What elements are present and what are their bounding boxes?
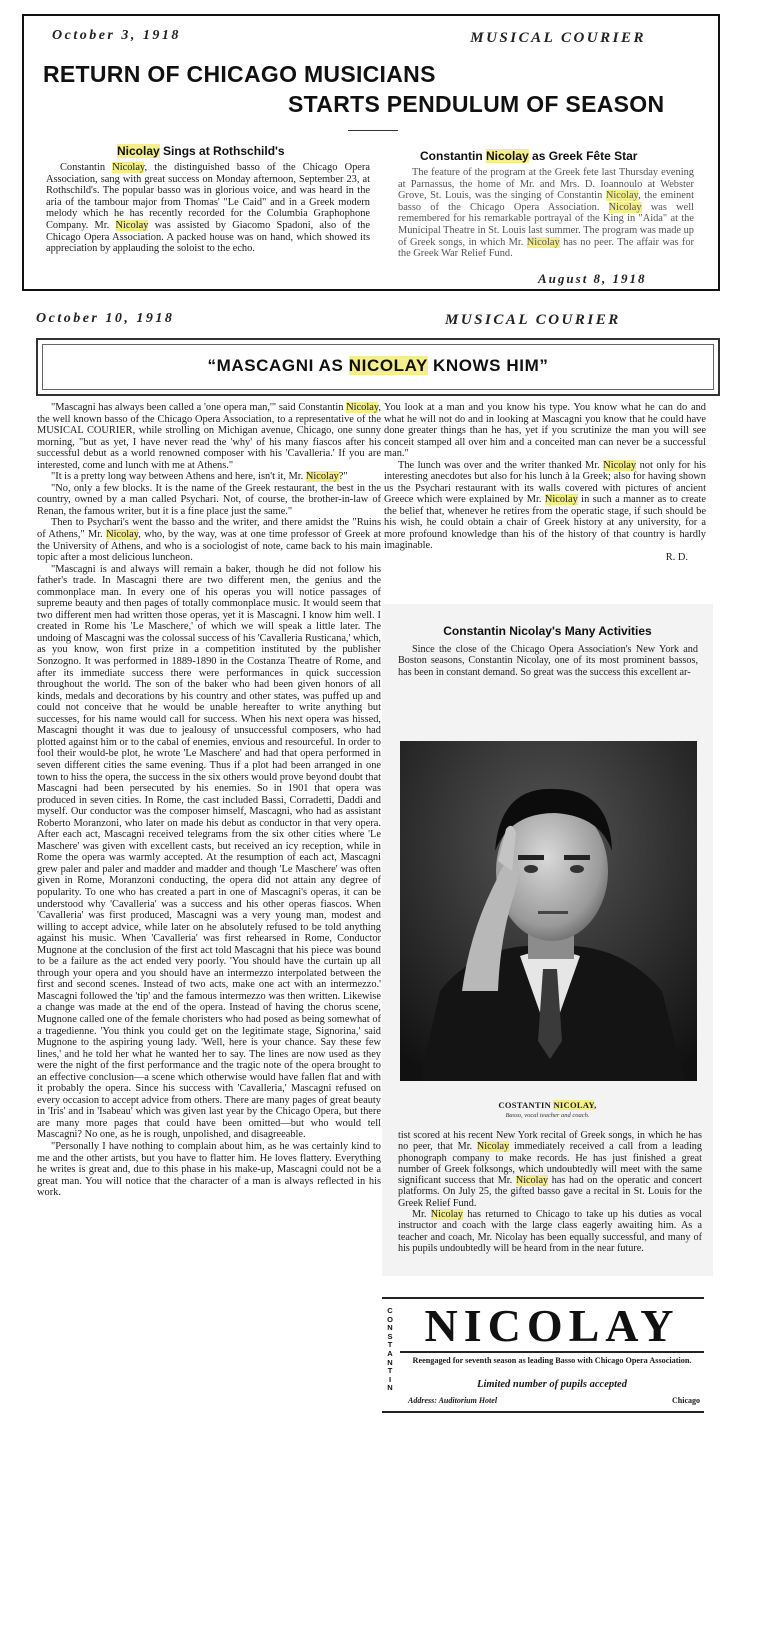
ad-vertical-firstname <box>385 1307 395 1393</box>
text-run: "Mascagni is and always will remain a baker, though he did not follow his father's trade. In Mascagni there are two different men, the genius and the commonplace man. In every one of his operas you will notice passages of supreme beauty and then pages of totally commonplace music. It would seem that two different men had written those operas, yet it is Mascagni. I know him well. I created in Rome his 'Le Maschere,' of which we will speak a little later. The undoing of Mascagni was the colossal success of his 'Cavalleria Rusticana,' which, as you know, won first prize in a competition instituted by the publisher Sonzogno. It was performed in 1889-1890 in the Costanza Theatre of Rome, and after its immediate success there were performances in quick succession throughout the world. The son of the baker who had been given honors of all kinds, medals and decorations by his country and other states, was puffed up and could not conceive that he would be unable hereafter to write anything but successes, for his name would call for success. When his next opera was hissed, Mascagni thought it was due to jealousy of unsuccessful composers, who had plotted against him or to the cabal of enemies, envious and resourceful. In order to fool their would-be plot, he wrote 'Le Maschere' and had that opera performed in seven different cities the same evening. Thus if a plot had been arranged in one town to hiss the opera, the success in the six others would prove beyond doubt that Mascagni had been persecuted by his enemies. So in 1901 that opera was produced in seven cities. In Rome, the cast included Bassi, Corradetti, Daddi and myself. Our conductor was the composer himself, Mascagni, who had as assistant Roberto Moranzoni, who later on made his debut as conductor in that very opera. After each act, Mascagni received telegrams from the six other cities where 'Le Maschere' was given with excellent casts, but received an icy reception, while in Rome the opera was warmly accepted. At the resumption of each act, Mascagni grew paler and paler and madder and madder and though 'Le Maschere' was often given in Rome, Moranzoni conducting, the opera did not attain any degree of popularity. To one who has created a part in one of Mascagni's operas, it can be understood why 'Cavalleria' was a success and his other operas fiascos. When 'Cavalleria' was first produced, Mascagni was a very young man, modest and willing to accept advice, while later on he absolutely refused to be told anything against his music. When 'Cavalleria' was first rehearsed in Rome, Conductor Mugnone at the conclusion of the first act told Mascagni that his piece was bound to be a failure as the act ended very poorly. 'You should have the curtain up all through your opera and you should have an intermezzo interpolated between the first and second scenes. Instead of two acts, make one act with an intermezzo.' Mascagni followed the 'tip' and the famous intermezzo was then written. Likewise a change was made at the end of the opera. Instead of having the chorus scene, Mugnone called one of the female choristers who had posed as being somewhat of a tragedienne. 'You think you could get on the legitimate stage, Signorina,' said Mugnone to the aspiring young lady. 'Well, here is your chance. Say these few lines,' and he told her what he wanted her to say. The lines are now used as they were the night of the first performance and the tragic note of the opera brought to an effective conclusion—a scene which otherwise would have fallen flat and with it probably the opera. Since his success with 'Cavalleria,' Mascagni refused on every occasion to accept advice from others. There are many pages of great beauty in 'Iris' and in 'Isabeau' which was given last year by the Chicago Opera, but there are many more pages that could have been omitted—but who would tell Mascagni? No one, as he is rough, unpolished, and disagreeable. <box>37 563 381 1141</box>
clip1-date: October 3, 1918 <box>52 28 181 43</box>
ad-vertical-letter: S <box>387 1331 393 1341</box>
clip1-headline-line2: STARTS PENDULUM OF SEASON <box>288 91 665 117</box>
highlight-name: Nicolay <box>305 471 339 483</box>
text-run: ?" <box>338 471 348 483</box>
portrait-caption <box>382 1100 713 1110</box>
activities-panel <box>382 604 713 1276</box>
clip1-right-heading <box>420 149 637 163</box>
text-run: You look at a man and you know his type. You know what he can do and what he will not do and in looking at Mascagni you know that he could have done greater things than he has, yet if you scrutinize the man you will see conceit stamped all over him and a conceited man can never be a successful man." <box>384 402 706 459</box>
paragraph <box>37 1141 381 1199</box>
ad-vertical-letter: N <box>387 1383 393 1393</box>
portrait-illustration <box>400 741 697 1081</box>
clip1-right-date: August 8, 1918 <box>538 271 647 286</box>
activities-body <box>398 1130 702 1254</box>
paragraph <box>37 483 381 518</box>
highlight-name: Nicolay <box>515 1175 549 1187</box>
clip2-title <box>38 356 718 376</box>
highlight-name: Nicolay <box>608 201 642 213</box>
clip2-right-paragraphs <box>384 402 706 552</box>
text-run: , who, by the way, was at one time professor of Greek at the University of Athens, and who is a sociologist of note, came back to his main topic after a most delicious luncheon. <box>37 529 381 564</box>
activities-intro: Since the close of the Chicago Opera Association's New York and Boston seasons, Constantin Nicolay, one of its most prominent bassos, has been in constant demand. So great was the success this excellent ar- <box>398 644 698 678</box>
heading-rest: Sings at Rothschild's <box>159 144 285 158</box>
text-run: "Mascagni has always been called a 'one opera man,'" said Constantin <box>51 402 347 413</box>
highlight-name: Nicolay <box>430 1209 464 1221</box>
ad-city: Chicago <box>672 1396 700 1405</box>
clip1-headline-line1: RETURN OF CHICAGO MUSICIANS <box>43 61 436 87</box>
highlight-name: Nicolay <box>112 162 145 173</box>
highlight-name: Nicolay <box>605 190 639 202</box>
caption-post: , <box>594 1100 597 1110</box>
advertisement-box <box>382 1297 704 1413</box>
text-run: was assisted by Giacomo Spadoni, also of the Chicago Opera Association. A packed house was on hand, which showed its appreciation by applauding the soloist to the echo. <box>46 219 370 255</box>
paragraph <box>398 1209 702 1254</box>
paragraph <box>384 460 706 552</box>
text-run: "No, only a few blocks. It is the name of the Greek restaurant, the best in the country, owned by a man called Psychari. Not, of course, the brother-in-law of Renan, the famous writer, but it is a fine place just the same." <box>37 482 381 517</box>
caption-pre: COSTANTIN <box>498 1100 554 1110</box>
ad-pupils-line: Limited number of pupils accepted <box>477 1379 627 1390</box>
highlight-name: Nicolay <box>486 149 529 163</box>
text-run: "It is a pretty long way between Athens and here, isn't it, Mr. <box>51 471 306 483</box>
paragraph <box>37 517 381 563</box>
author-initials: R. D. <box>665 551 688 563</box>
text-run: , the distinguished basso of the Chicago Opera Association, sang with great success on Monday afternoon, September 23, at Rothschild's. The popular basso was in glorious voice, and was heard in the aria of the tambour major from Thomas' "Le Caid" and in a Greek modern melody which he has recently recorded for the Columbia Graphophone Company. Mr. <box>46 162 370 231</box>
highlight-name: Nicolay <box>544 494 578 505</box>
text-run: has no peer. The affair was for the Greek War Relief Fund. <box>398 236 695 260</box>
text-run: Then to Psychari's went the basso and the writer, and there amidst the "Ruins of Athens," Mr. <box>37 517 381 541</box>
ad-divider <box>400 1351 704 1353</box>
portrait-caption-subtitle: Basso, vocal teacher and coach. <box>505 1112 590 1119</box>
ad-vertical-letter: O <box>387 1314 393 1324</box>
clip2-right-column <box>384 402 706 563</box>
portrait-photo <box>400 741 697 1081</box>
clip2-publication: MUSICAL COURIER <box>445 312 621 328</box>
highlight-name: NICOLAY <box>348 356 428 375</box>
highlight-name: Nicolay <box>106 529 139 541</box>
text-run: immediately received a call from a leading phonograph company to make records. He has just finished a great number of Greek folksongs, which undoubtedly will meet with the same significant success that Mr. <box>398 1141 702 1187</box>
highlight-name: NICOLAY <box>553 1100 595 1110</box>
ad-vertical-letter: N <box>387 1323 393 1333</box>
ad-vertical-letter: I <box>388 1374 392 1384</box>
heading-pre: Constantin <box>420 149 486 163</box>
ad-vertical-letter: N <box>387 1357 393 1367</box>
highlight-name: Nicolay <box>115 219 149 231</box>
clip1-divider <box>348 130 398 131</box>
paragraph <box>37 402 381 471</box>
ad-vertical-letter: A <box>387 1348 393 1358</box>
paragraph <box>398 1130 702 1209</box>
text-run: in such a manner as to create the belief that, whenever he retires from the operatic stage, if such should be his wish, he could obtain a chair of Greek history at any university, for a more profound knowledge than his of the history of that country is hardly imaginable. <box>384 494 706 551</box>
text-run: , the well known basso of the Chicago Opera Association, to a representative of the MUSICAL COURIER, while strolling on Michigan avenue, Chicago, one sunny morning, "but as yet, I have never read the 'why' of his many fiascos after his successful debut as a world renowned composer with his 'Cavalleria.' If you are interested, come and lunch with me at Athens." <box>37 402 381 471</box>
highlight-name: Nicolay <box>476 1141 510 1153</box>
title-post: KNOWS HIM” <box>427 356 549 375</box>
highlight-name: Nicolay <box>346 402 379 413</box>
clip1-publication: MUSICAL COURIER <box>470 30 646 46</box>
highlight-name: Nicolay <box>526 236 560 248</box>
clip2-left-column <box>37 402 381 1199</box>
paragraph <box>384 402 706 460</box>
text-run: The feature of the program at the Greek fete last Thursday evening at Parnassus, the home of Mr. and Mrs. D. Ioannoulo at Webster Grove, St. Louis, was the singing of Constantin <box>398 167 694 202</box>
clip1-left-body <box>46 162 370 255</box>
clip1-left-heading <box>117 144 285 158</box>
ad-vertical-letter: T <box>387 1366 393 1376</box>
title-pre: “MASCAGNI AS <box>207 356 349 375</box>
clip1-right-body <box>398 167 694 260</box>
text-run: has had on the operatic and concert platforms. On July 25, the gifted basso gave a recital in St. Louis for the Greek Relief Fund. <box>398 1175 702 1209</box>
text-run: Mr. <box>412 1209 431 1221</box>
heading-rest: as Greek Fête Star <box>528 149 638 163</box>
text-run: , the eminent basso of the Chicago Opera Association. <box>398 190 694 213</box>
highlight-name: Nicolay <box>117 144 160 158</box>
text-run: has returned to Chicago to take up his duties as vocal instructor and coach with the large class eagerly awaiting him. As a teacher and coach, Mr. Nicolay has been equally successful, and many of his pupils undoubtedly will be heard from in the near future. <box>398 1209 702 1254</box>
ad-address: Address: Auditorium Hotel <box>408 1396 498 1405</box>
clipping-october-3 <box>22 14 720 291</box>
highlight-name: Nicolay <box>603 459 637 471</box>
paragraph <box>37 471 381 483</box>
clip2-date: October 10, 1918 <box>36 311 175 326</box>
paragraph <box>37 564 381 1141</box>
text-run: The lunch was over and the writer thanked Mr. <box>398 459 604 471</box>
ad-vertical-letter: T <box>387 1340 393 1350</box>
clip2-title-box <box>36 338 720 396</box>
text-run: Constantin <box>60 162 113 173</box>
activities-heading: Constantin Nicolay's Many Activities <box>443 624 652 638</box>
text-run: tist scored at his recent New York recital of Greek songs, in which he has no peer, that Mr. <box>398 1130 702 1153</box>
ad-vertical-letter: C <box>387 1306 393 1315</box>
text-run: "Personally I have nothing to complain about him, as he was certainly kind to me and the other artists, but you have to flatter him. He loves flattery. Everything he writes is great and, due to this phase in his make-up, Mascagni could not be a great man. You will notice that the character of a man is always reflected in his work. <box>37 1141 381 1199</box>
ad-engagement-line: Reengaged for seventh season as leading Basso with Chicago Opera Association. <box>412 1356 692 1365</box>
text-run: was well remembered for his remarkable portrayal of the King in "Aida" at the Municipal Theatre in St. Louis last summer. The program was made up of Greek songs, in which Mr. <box>398 201 695 248</box>
ad-name: NICOLAY <box>424 1300 680 1351</box>
text-run: not only for his interesting anecdotes but also for his lunch à la Greek; also for having shown us the Psychari restaurant with its walls covered with pictures of ancient Greece which were explained by Mr. <box>384 459 706 505</box>
